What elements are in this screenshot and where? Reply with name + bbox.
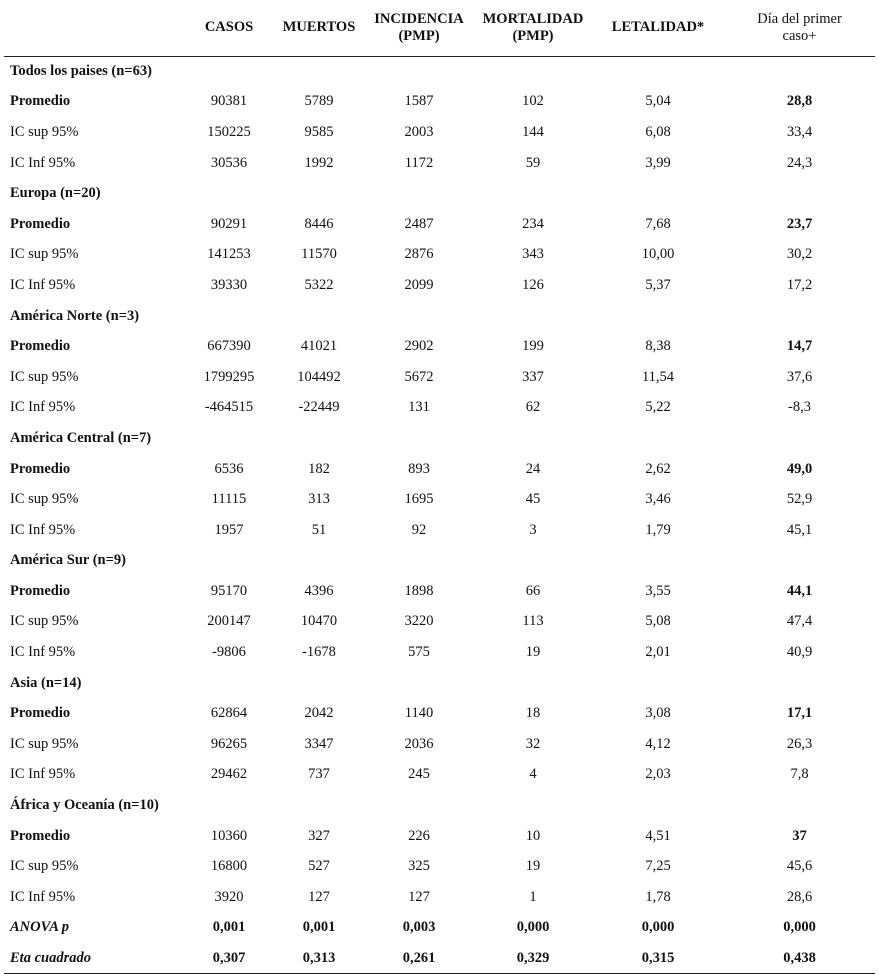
table-row [4, 87, 875, 118]
row-label: Promedio [10, 827, 71, 844]
cell-mortalidad: 3 [529, 521, 537, 538]
section-title: América Sur (n=9) [10, 552, 126, 569]
cell-incidencia: 2099 [404, 276, 434, 293]
header-incidencia [364, 0, 474, 56]
cell-letalidad: 3,99 [645, 154, 671, 171]
row-label: Promedio [10, 582, 71, 599]
cell-mortalidad: 126 [522, 276, 544, 293]
cell-muertos: 737 [308, 766, 330, 783]
cell-incidencia: 226 [408, 827, 430, 844]
stat-label: Eta cuadrado [4, 943, 184, 974]
row-label: IC Inf 95% [10, 399, 76, 416]
section-title: Todos los paises (n=63) [10, 63, 152, 80]
cell-casos: 29462 [210, 766, 248, 783]
cell-letalidad: 8,38 [645, 338, 671, 355]
section-title: Asia (n=14) [10, 674, 82, 691]
row-label: IC sup 95% [10, 613, 79, 630]
cell-dia-primer-caso: 26,3 [786, 735, 813, 752]
cell-letalidad: 4,12 [645, 735, 671, 752]
section-header-row [4, 301, 875, 332]
cell-mortalidad: 32 [525, 735, 541, 752]
table-row [4, 331, 875, 362]
cell-muertos: 11570 [301, 246, 337, 263]
cell-dia-primer-caso: 7,8 [790, 766, 809, 783]
cell-incidencia: 2003 [404, 123, 434, 140]
header-casos-text: CASOS [204, 19, 254, 36]
header-letalidad-text: LETALIDAD* [611, 19, 705, 36]
table-row [4, 393, 875, 424]
cell-letalidad: 11,54 [641, 368, 675, 385]
cell-casos: 3920 [214, 888, 244, 905]
cell-casos: 95170 [210, 582, 248, 599]
cell-mortalidad: 62 [525, 399, 541, 416]
cell-muertos: 51 [311, 521, 327, 538]
cell-mortalidad: 10 [525, 827, 541, 844]
cell-mortalidad: 59 [525, 154, 541, 171]
cell-mortalidad: 113 [522, 613, 544, 630]
cell-muertos: 527 [308, 858, 330, 875]
cell-dia-primer-caso: 17,1 [786, 705, 813, 722]
cell-casos: 11115 [211, 491, 247, 508]
table-row [4, 851, 875, 882]
section-title: América Norte (n=3) [10, 307, 140, 324]
stat-mortalidad: 0,000 [516, 919, 550, 936]
header-incidencia-text: INCIDENCIA (PMP) [374, 10, 464, 44]
cell-letalidad: 5,22 [645, 399, 671, 416]
cell-muertos: 10470 [300, 613, 338, 630]
stat-letalidad: 0,315 [592, 943, 724, 974]
cell-muertos: 4396 [304, 582, 334, 599]
cell-letalidad: 1,78 [645, 888, 671, 905]
section-title: América Central (n=7) [10, 429, 152, 446]
table-row [4, 209, 875, 240]
row-label: IC Inf 95% [10, 521, 76, 538]
cell-letalidad: 5,04 [645, 93, 671, 110]
stat-dia-primer-caso: 0,000 [783, 919, 816, 936]
section-title: África y Oceanía (n=10) [10, 797, 159, 814]
cell-dia-primer-caso: 30,2 [786, 246, 813, 263]
cell-casos: 141253 [207, 246, 251, 263]
cell-mortalidad: 4 [529, 766, 537, 783]
header-dia-text: Día del primer caso+ [757, 10, 842, 44]
cell-casos: 90291 [210, 215, 248, 232]
table-row [4, 576, 875, 607]
cell-mortalidad: 18 [525, 705, 541, 722]
row-label: Promedio [10, 93, 71, 110]
row-label: IC sup 95% [10, 491, 79, 508]
stat-row [4, 943, 875, 974]
cell-incidencia: 2487 [404, 215, 434, 232]
cell-casos: 667390 [207, 338, 251, 355]
cell-casos: -9806 [212, 644, 246, 661]
cell-incidencia: 1898 [404, 582, 434, 599]
section-header-row [4, 668, 875, 699]
cell-incidencia: 131 [408, 399, 430, 416]
header-mortalidad-text: MORTALIDAD (PMP) [482, 10, 584, 44]
cell-muertos: -22449 [298, 399, 340, 416]
row-label: IC Inf 95% [10, 766, 76, 783]
section-title: Europa (n=20) [10, 185, 101, 202]
table-row [4, 698, 875, 729]
cell-letalidad: 2,62 [645, 460, 671, 477]
table-header [4, 0, 875, 56]
section-header-row [4, 790, 875, 821]
header-muertos [274, 0, 364, 56]
stat-letalidad: 0,000 [641, 919, 675, 936]
cell-letalidad: 7,25 [645, 858, 671, 875]
table-row [4, 515, 875, 546]
cell-dia-primer-caso: -8,3 [788, 399, 811, 416]
cell-muertos: 127 [308, 888, 330, 905]
stat-incidencia: 0,003 [402, 919, 436, 936]
row-label: IC Inf 95% [10, 888, 76, 905]
row-label: IC sup 95% [10, 368, 79, 385]
cell-mortalidad: 337 [522, 368, 544, 385]
cell-incidencia: 575 [408, 644, 430, 661]
cell-dia-primer-caso: 28,8 [786, 93, 813, 110]
cell-letalidad: 5,37 [645, 276, 671, 293]
stat-mortalidad: 0,329 [474, 943, 592, 974]
cell-letalidad: 7,68 [645, 215, 671, 232]
cell-mortalidad: 1 [529, 888, 537, 905]
cell-mortalidad: 19 [525, 644, 541, 661]
row-label: IC sup 95% [10, 735, 79, 752]
section-header-row [4, 56, 875, 87]
cell-letalidad: 6,08 [645, 123, 671, 140]
cell-dia-primer-caso: 37,6 [786, 368, 813, 385]
cell-incidencia: 1172 [404, 154, 434, 171]
cell-muertos: 182 [308, 460, 330, 477]
cell-casos: 62864 [210, 705, 248, 722]
section-header-row [4, 423, 875, 454]
cell-mortalidad: 19 [525, 858, 541, 875]
header-mortalidad [474, 0, 592, 56]
cell-letalidad: 5,08 [645, 613, 671, 630]
stat-dia-primer-caso: 0,438 [724, 943, 875, 974]
table-row [4, 607, 875, 638]
stat-casos: 0,307 [184, 943, 274, 974]
cell-letalidad: 3,08 [645, 705, 671, 722]
cell-incidencia: 3220 [404, 613, 434, 630]
cell-muertos: 313 [308, 491, 330, 508]
stat-row [4, 913, 875, 944]
row-label: IC sup 95% [10, 123, 79, 140]
stat-muertos: 0,313 [274, 943, 364, 974]
stat-label: ANOVA p [10, 919, 69, 936]
header-dia-primer-caso [724, 0, 875, 56]
cell-casos: 90381 [210, 93, 248, 110]
cell-mortalidad: 234 [522, 215, 544, 232]
cell-dia-primer-caso: 52,9 [786, 491, 813, 508]
cell-dia-primer-caso: 47,4 [786, 613, 813, 630]
cell-muertos: 9585 [304, 123, 334, 140]
table-row [4, 270, 875, 301]
cell-incidencia: 2036 [404, 735, 434, 752]
data-table [4, 0, 875, 974]
cell-incidencia: 92 [411, 521, 427, 538]
table-row [4, 117, 875, 148]
cell-muertos: -1678 [302, 644, 336, 661]
cell-casos: -464515 [204, 399, 254, 416]
row-label: Promedio [10, 460, 71, 477]
stat-casos: 0,001 [212, 919, 246, 936]
cell-mortalidad: 102 [522, 93, 544, 110]
row-label: IC sup 95% [10, 246, 79, 263]
header-cell-blank [4, 0, 184, 56]
row-label: Promedio [10, 705, 71, 722]
cell-casos: 16800 [210, 858, 248, 875]
table-row [4, 760, 875, 791]
cell-dia-primer-caso: 44,1 [786, 582, 813, 599]
cell-letalidad: 3,55 [645, 582, 671, 599]
cell-muertos: 104492 [297, 368, 341, 385]
cell-incidencia: 2902 [404, 338, 434, 355]
cell-casos: 200147 [207, 613, 251, 630]
cell-letalidad: 1,79 [645, 521, 671, 538]
cell-letalidad: 2,01 [645, 644, 671, 661]
stat-muertos: 0,001 [302, 919, 336, 936]
cell-muertos: 8446 [304, 215, 334, 232]
cell-mortalidad: 199 [522, 338, 544, 355]
cell-casos: 150225 [207, 123, 251, 140]
cell-dia-primer-caso: 28,6 [786, 888, 813, 905]
cell-letalidad: 3,46 [645, 491, 671, 508]
table-row [4, 821, 875, 852]
cell-letalidad: 2,03 [645, 766, 671, 783]
cell-incidencia: 127 [408, 888, 430, 905]
table-row [4, 454, 875, 485]
table-row [4, 148, 875, 179]
cell-incidencia: 325 [408, 858, 430, 875]
row-label: IC sup 95% [10, 858, 79, 875]
table-row [4, 882, 875, 913]
table-body [4, 56, 875, 974]
cell-casos: 96265 [210, 735, 248, 752]
cell-dia-primer-caso: 40,9 [786, 644, 813, 661]
cell-incidencia: 1695 [404, 491, 434, 508]
cell-muertos: 41021 [300, 338, 338, 355]
header-muertos-text: MUERTOS [282, 19, 356, 36]
cell-casos: 39330 [210, 276, 248, 293]
row-label: Promedio [10, 215, 71, 232]
cell-mortalidad: 45 [525, 491, 541, 508]
row-label: IC Inf 95% [10, 154, 76, 171]
cell-muertos: 2042 [304, 705, 334, 722]
header-casos [184, 0, 274, 56]
row-label: IC Inf 95% [10, 276, 76, 293]
cell-casos: 1799295 [203, 368, 255, 385]
cell-casos: 30536 [210, 154, 248, 171]
cell-casos: 1957 [214, 521, 244, 538]
cell-casos: 6536 [214, 460, 244, 477]
header-letalidad [592, 0, 724, 56]
table-row [4, 484, 875, 515]
cell-dia-primer-caso: 24,3 [786, 154, 813, 171]
row-label: IC Inf 95% [10, 644, 76, 661]
section-header-row [4, 546, 875, 577]
cell-mortalidad: 66 [525, 582, 541, 599]
cell-mortalidad: 343 [522, 246, 544, 263]
cell-incidencia: 1140 [404, 705, 434, 722]
cell-letalidad: 4,51 [645, 827, 671, 844]
section-header-row [4, 178, 875, 209]
cell-dia-primer-caso: 14,7 [786, 338, 813, 355]
cell-muertos: 3347 [304, 735, 334, 752]
cell-incidencia: 5672 [404, 368, 434, 385]
table-row [4, 637, 875, 668]
cell-mortalidad: 24 [525, 460, 541, 477]
cell-muertos: 5322 [304, 276, 334, 293]
header-row [4, 0, 875, 56]
cell-dia-primer-caso: 37 [792, 827, 807, 844]
row-label: Promedio [10, 338, 71, 355]
cell-incidencia: 893 [408, 460, 430, 477]
cell-incidencia: 245 [408, 766, 430, 783]
cell-incidencia: 1587 [404, 93, 434, 110]
cell-muertos: 1992 [304, 154, 334, 171]
cell-dia-primer-caso: 17,2 [786, 276, 813, 293]
cell-letalidad: 10,00 [641, 246, 675, 263]
cell-casos: 10360 [210, 827, 248, 844]
cell-mortalidad: 144 [522, 123, 544, 140]
cell-dia-primer-caso: 45,6 [786, 858, 813, 875]
table-row [4, 240, 875, 271]
cell-dia-primer-caso: 33,4 [786, 123, 813, 140]
cell-incidencia: 2876 [404, 246, 434, 263]
cell-dia-primer-caso: 49,0 [786, 460, 813, 477]
table-row [4, 729, 875, 760]
cell-dia-primer-caso: 45,1 [786, 521, 813, 538]
cell-muertos: 327 [308, 827, 330, 844]
cell-dia-primer-caso: 23,7 [786, 215, 813, 232]
table-row [4, 362, 875, 393]
stat-incidencia: 0,261 [364, 943, 474, 974]
cell-muertos: 5789 [304, 93, 334, 110]
